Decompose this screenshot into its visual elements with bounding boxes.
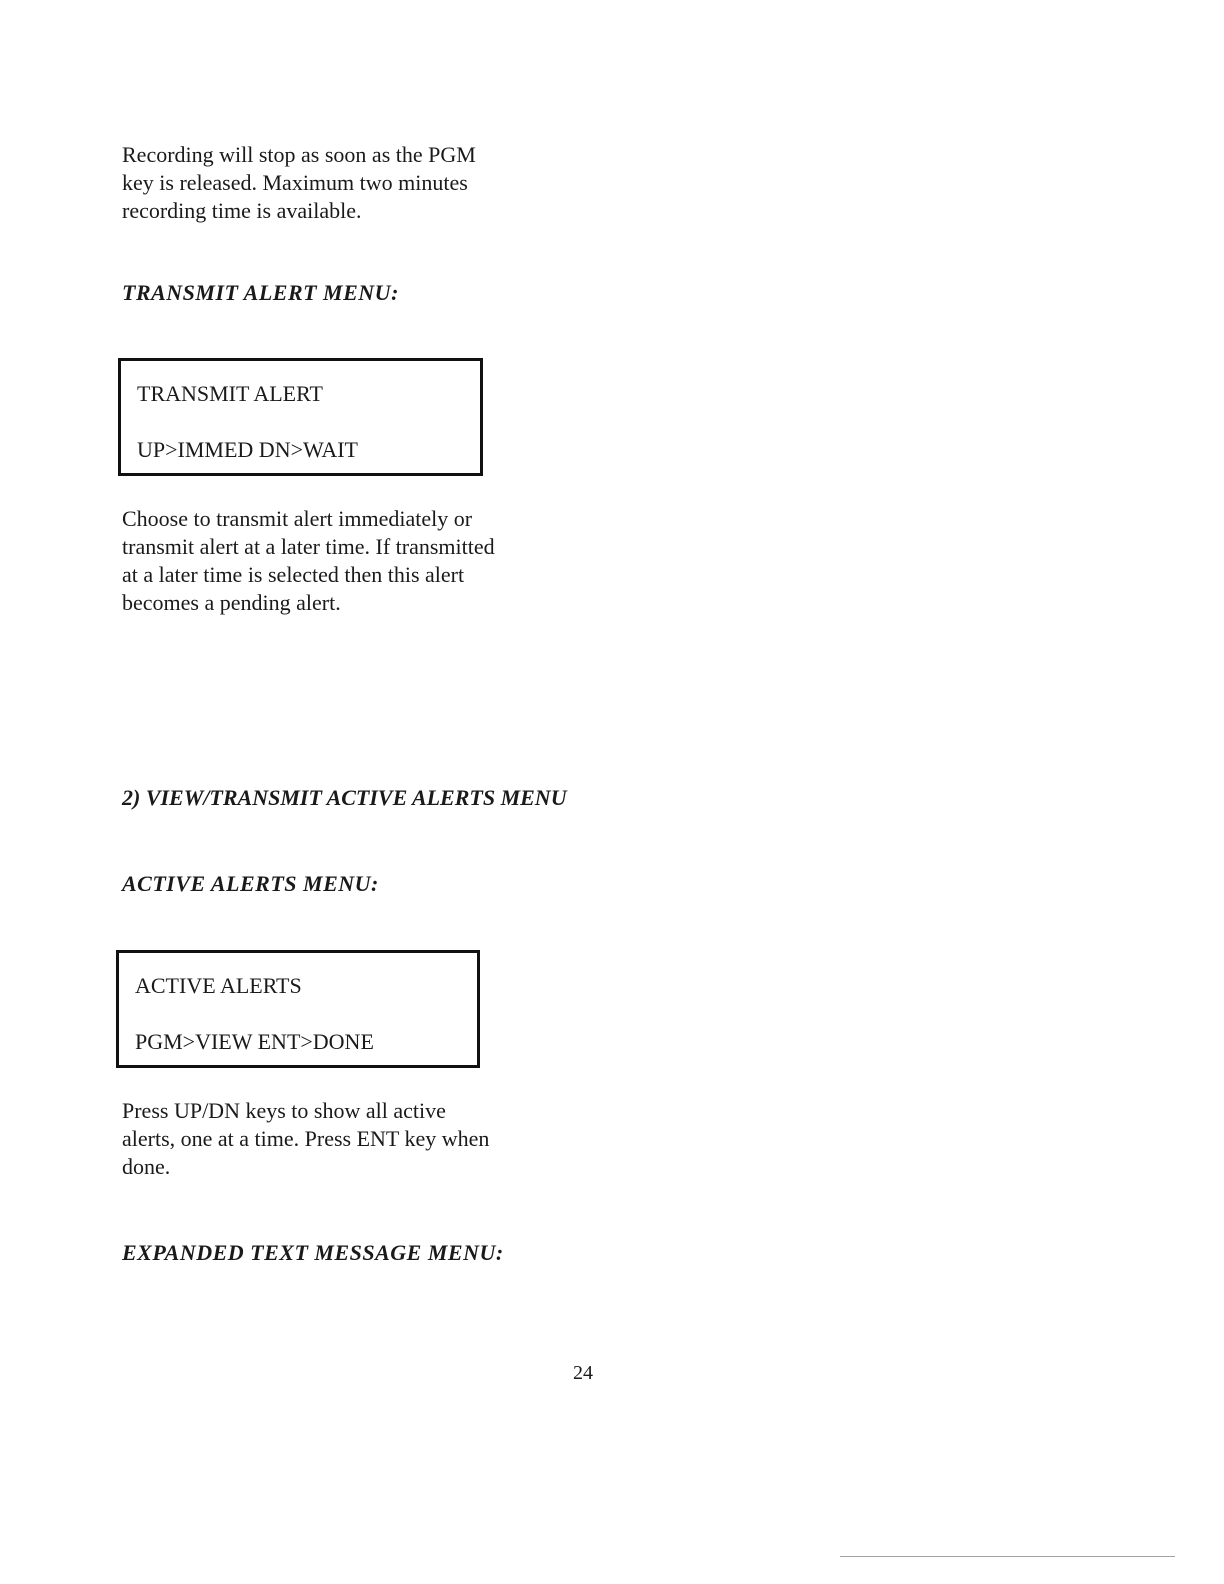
transmit-alert-display	[118, 358, 483, 476]
page-number: 24	[573, 1362, 593, 1384]
description-line: transmit alert at a later time. If transmitted	[122, 534, 495, 559]
active-alerts-description	[122, 1097, 489, 1181]
expanded-text-heading: EXPANDED TEXT MESSAGE MENU:	[122, 1240, 504, 1265]
scan-artifact-line	[840, 1556, 1175, 1557]
description-line: Choose to transmit alert immediately or	[122, 506, 473, 531]
transmit-alert-heading: TRANSMIT ALERT MENU:	[122, 280, 399, 305]
intro-line: Recording will stop as soon as the PGM	[122, 142, 476, 167]
intro-line: recording time is available.	[122, 198, 362, 223]
description-line: at a later time is selected then this alert	[122, 562, 465, 587]
display-line-2: UP>IMMED DN>WAIT	[137, 437, 358, 462]
description-line: done.	[122, 1154, 171, 1179]
display-line-2: PGM>VIEW ENT>DONE	[135, 1029, 374, 1054]
active-alerts-display	[116, 950, 480, 1068]
display-line-1: ACTIVE ALERTS	[135, 973, 302, 998]
intro-paragraph	[122, 141, 476, 225]
transmit-alert-description	[122, 505, 495, 617]
section-2-title: 2) VIEW/TRANSMIT ACTIVE ALERTS MENU	[122, 785, 567, 810]
description-line: Press UP/DN keys to show all active	[122, 1098, 446, 1123]
display-line-1: TRANSMIT ALERT	[137, 381, 323, 406]
active-alerts-heading: ACTIVE ALERTS MENU:	[122, 871, 379, 896]
intro-line: key is released. Maximum two minutes	[122, 170, 468, 195]
description-line: alerts, one at a time. Press ENT key when	[122, 1126, 490, 1151]
description-line: becomes a pending alert.	[122, 590, 341, 615]
